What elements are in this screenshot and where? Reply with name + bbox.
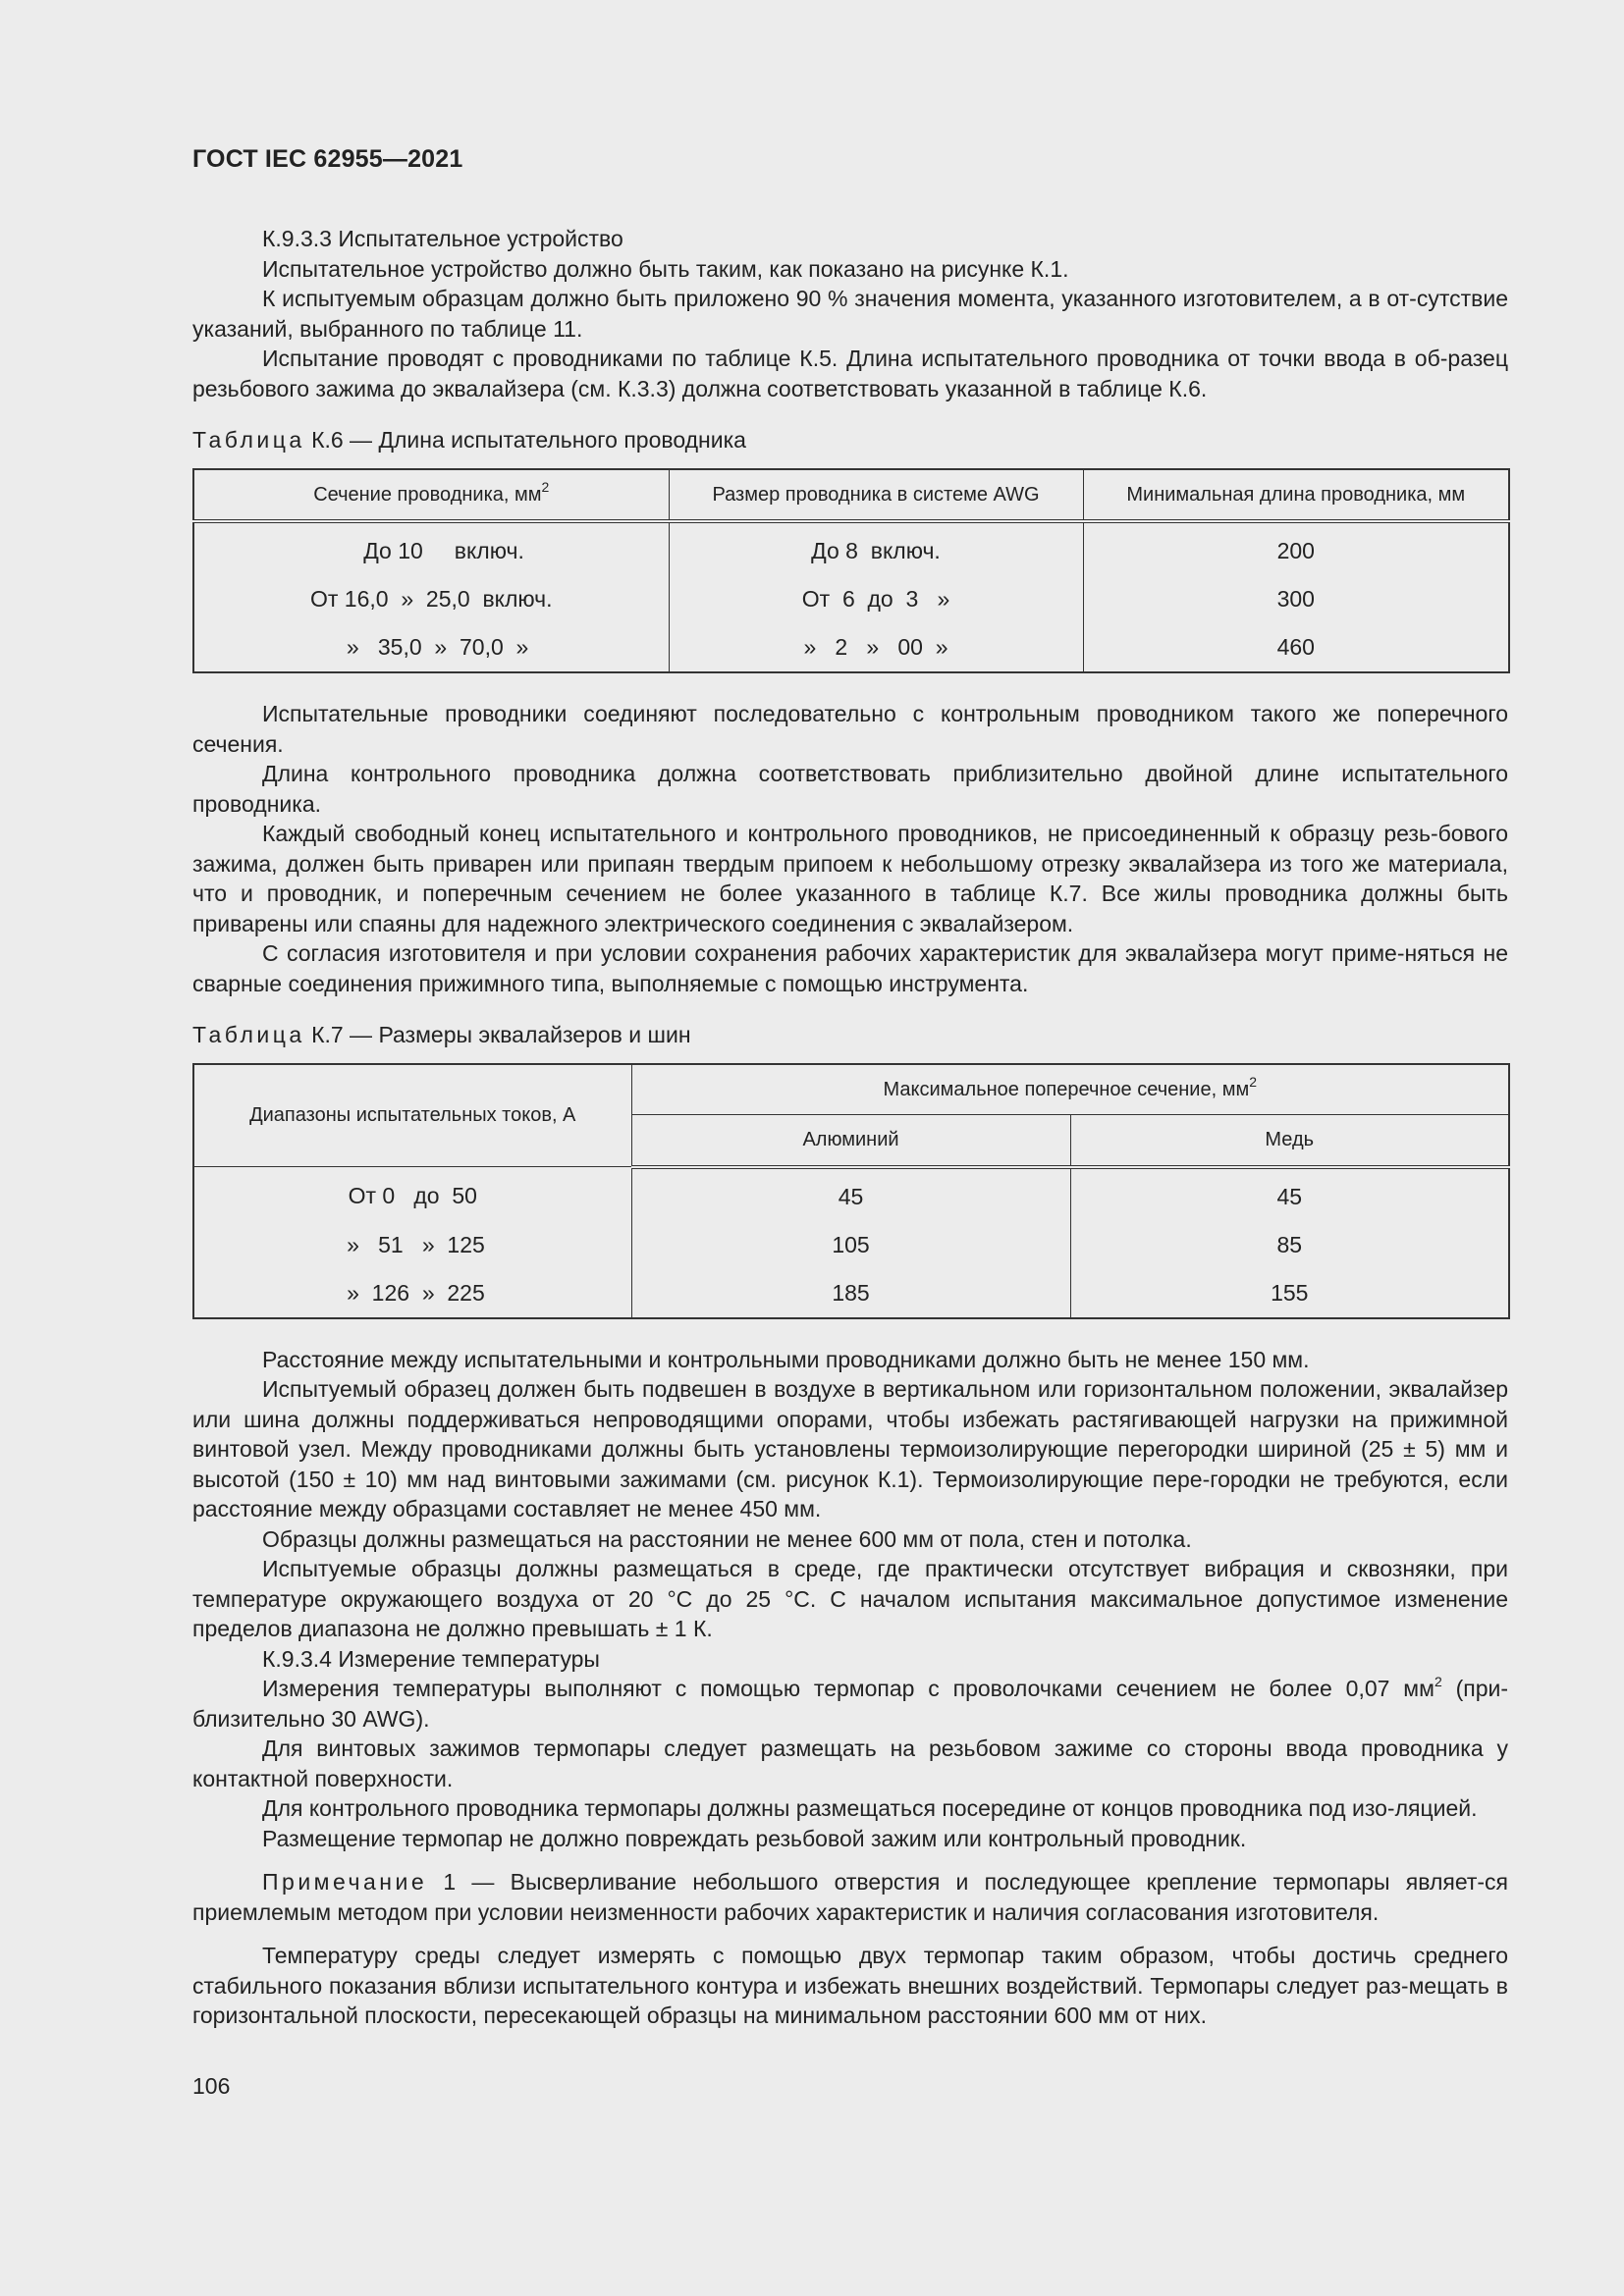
- table-row: [193, 1269, 1509, 1318]
- table-cell: 45: [1070, 1167, 1509, 1221]
- table-cell: 45: [631, 1167, 1070, 1221]
- table-cell: До 10 включ.: [193, 521, 669, 575]
- column-header-section: Сечение проводника, $мм^2$: [193, 469, 669, 522]
- table-cell: От 16,0 » 25,0 включ.: [193, 575, 669, 623]
- table-cell: 200: [1083, 521, 1509, 575]
- page-number: 106: [192, 2073, 231, 2099]
- paragraph: С согласия изготовителя и при условии сохранения рабочих характеристик для эквалайзера могут приме-няться не сварные соединения прижимного типа, выполняемые с помощью инструмента.: [192, 940, 1508, 996]
- table-row: [193, 623, 1509, 672]
- caption-word: Таблица: [192, 427, 305, 453]
- caption-text: К.6 — Длина испытательного проводника: [304, 427, 746, 453]
- caption-text: К.7 — Размеры эквалайзеров и шин: [304, 1022, 691, 1047]
- paragraph: Испытательные проводники соединяют последовательно с контрольным проводником такого же поперечного сечения.: [192, 701, 1508, 757]
- table-cell: 85: [1070, 1221, 1509, 1269]
- paragraph: Для винтовых зажимов термопары следует размещать на резьбовом зажиме со стороны ввода проводника у контактной поверхности.: [192, 1735, 1508, 1791]
- paragraph: К испытуемым образцам должно быть приложено 90 % значения момента, указанного изготовителем, а в от-сутствие указаний, выбранного по таблице 11.: [192, 286, 1508, 342]
- table-row: [193, 1167, 1509, 1221]
- table-cell: От 0 до 50: [193, 1167, 631, 1221]
- table-cell: » 35,0 » 70,0 »: [193, 623, 669, 672]
- paragraph: Расстояние между испытательными и контрольными проводниками должно быть не менее 150 мм.: [262, 1346, 1310, 1372]
- table-cell: » 2 » 00 »: [669, 623, 1083, 672]
- paragraph: Температуру среды следует измерять с помощью двух термопар таким образом, чтобы достичь среднего стабильного показания вблизи испытательного контура и избежать внешних воздействий. Термопары следует раз-мещать в горизонтальной плоскости, пересекающей образцы на минимальном расстоянии 600 мм от них.: [192, 1943, 1508, 2028]
- table-k7: [192, 1063, 1510, 1319]
- column-header-copper: Медь: [1070, 1115, 1509, 1167]
- column-header-awg: Размер проводника в системе AWG: [669, 469, 1083, 522]
- table-cell: 185: [631, 1269, 1070, 1318]
- table-k6: [192, 468, 1510, 674]
- column-header-length: Минимальная длина проводника, мм: [1083, 469, 1509, 522]
- table-cell: От 6 до 3 »: [669, 575, 1083, 623]
- table-cell: До 8 включ.: [669, 521, 1083, 575]
- note-word: Примечание: [262, 1869, 428, 1895]
- table-k6-caption: [192, 425, 1508, 455]
- paragraph: Для контрольного проводника термопары должны размещаться посередине от концов проводника под изо-ляцией.: [262, 1795, 1478, 1821]
- column-header-max-section: Максимальное поперечное сечение, $мм^2$: [631, 1064, 1509, 1115]
- table-cell: » 51 » 125: [193, 1221, 631, 1269]
- table-cell: » 126 » 225: [193, 1269, 631, 1318]
- table-row: [193, 575, 1509, 623]
- paragraph: Образцы должны размещаться на расстоянии не менее 600 мм от пола, стен и потолка.: [262, 1525, 1192, 1552]
- section-heading-k933: К.9.3.3 Испытательное устройство: [262, 226, 623, 251]
- section-heading-k934: К.9.3.4 Измерение температуры: [262, 1645, 600, 1672]
- note-text: 1 — Высверливание небольшого отверстия и последующее крепление термопары являет-ся приемлемым методом при условии неизменности рабочих характеристик и наличия согласования изготовителя.: [192, 1869, 1508, 1925]
- paragraph: Испытательное устройство должно быть таким, как показано на рисунке К.1.: [262, 255, 1069, 282]
- paragraph: Измерения температуры выполняют с помощью термопар с проволочками сечением не более 0,07 $мм^2$ (при-близительно 30 AWG).: [192, 1674, 1508, 1732]
- caption-word: Таблица: [192, 1022, 305, 1047]
- column-header-ranges: Диапазоны испытательных токов, А: [193, 1064, 631, 1167]
- page-content: [192, 224, 1508, 2031]
- table-cell: 460: [1083, 623, 1509, 672]
- table-row: [193, 1221, 1509, 1269]
- paragraph: Каждый свободный конец испытательного и контрольного проводников, не присоединенный к образцу резь-бового зажима, должен быть приварен или припаян твердым припоем к небольшому отрезку эквалайзера из того же материала, что и проводник, и поперечным сечением не более указанного в таблице К.7. Все жилы проводника должны быть приварены или спаяны для надежного электрического соединения с эквалайзером.: [192, 821, 1508, 936]
- table-cell: 105: [631, 1221, 1070, 1269]
- paragraph: Испытуемые образцы должны размещаться в среде, где практически отсутствует вибрация и сквозняки, при температуре окружающего воздуха от 20 °С до 25 °С. С началом испытания максимальное допустимое изменение пределов диапазона не должно превышать ± 1 К.: [192, 1556, 1508, 1641]
- note: [192, 1867, 1508, 1927]
- table-row: [193, 521, 1509, 575]
- table-k7-caption: [192, 1020, 1508, 1050]
- paragraph: Испытуемый образец должен быть подвешен в воздухе в вертикальном или горизонтальном положении, эквалайзер или шина должны поддерживаться непроводящими опорами, чтобы избежать растягивающей нагрузки на прижимной винтовой узел. Между проводниками должны быть установлены термоизолирующие перегородки шириной (25 ± 5) мм и высотой (150 ± 10) мм над винтовыми зажимами (см. рисунок К.1). Термоизолирующие пере-городки не требуются, если расстояние между образцами составляет не менее 450 мм.: [192, 1376, 1508, 1522]
- document-header: ГОСТ IEC 62955—2021: [192, 145, 463, 173]
- paragraph: Длина контрольного проводника должна соответствовать приблизительно двойной длине испытательного проводника.: [192, 761, 1508, 817]
- paragraph: Размещение термопар не должно повреждать резьбовой зажим или контрольный проводник.: [262, 1825, 1247, 1851]
- table-cell: 155: [1070, 1269, 1509, 1318]
- paragraph: Испытание проводят с проводниками по таблице К.5. Длина испытательного проводника от точки ввода в об-разец резьбового зажима до эквалайзера (см. К.3.3) должна соответствовать указанной в таблице К.6.: [192, 346, 1508, 401]
- column-header-aluminum: Алюминий: [631, 1115, 1070, 1167]
- table-cell: 300: [1083, 575, 1509, 623]
